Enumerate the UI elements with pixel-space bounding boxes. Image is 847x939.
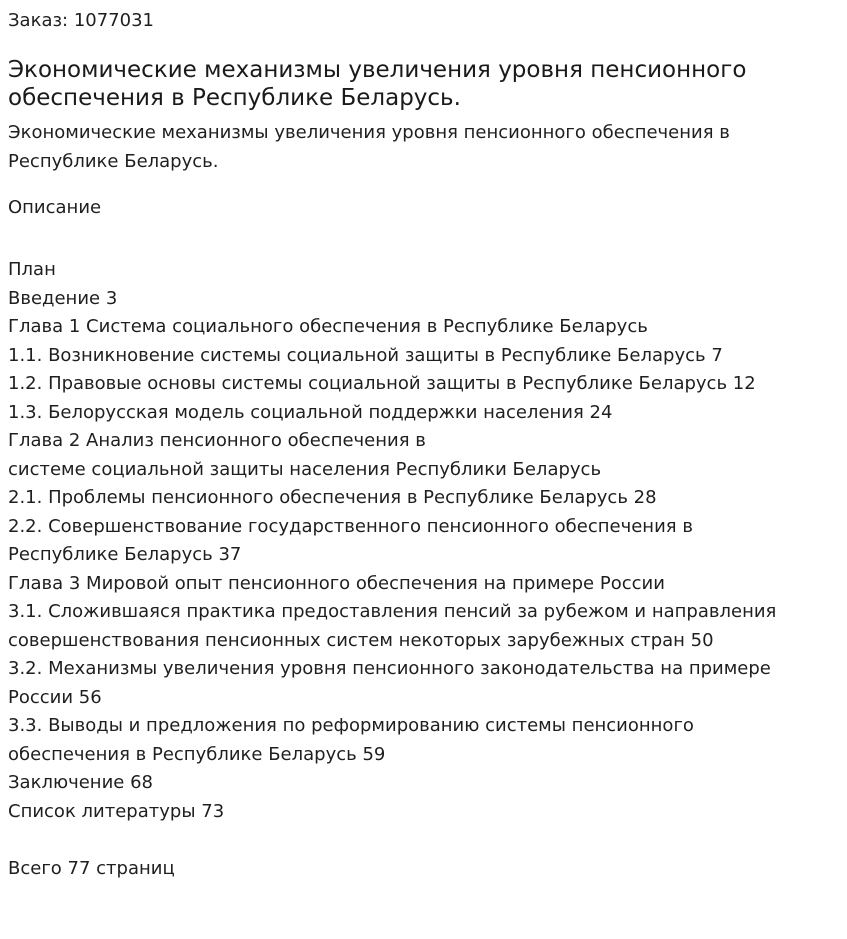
title-line: обеспечения в Республике Беларусь. [8,85,461,111]
toc-item: 1.3. Белорусская модель социальной поддержки населения 24 [8,401,613,423]
toc-item: 2.2. Совершенствование государственного пенсионного обеспечения в [8,515,693,537]
title-line: Экономические механизмы увеличения уровня пенсионного [8,57,747,83]
subtitle-line: Экономические механизмы увеличения уровня пенсионного обеспечения в [8,122,730,143]
document-subtitle [8,119,839,176]
toc-item: России 56 [8,686,102,708]
toc-item: 3.1. Сложившаяся практика предоставления пенсий за рубежом и направления [8,601,777,622]
toc-item: Глава 2 Анализ пенсионного обеспечения в [8,430,426,451]
page-count: Всего 77 страниц [8,858,175,879]
toc-item: Список литературы 73 [8,800,225,822]
toc-heading: План [8,259,56,280]
table-of-contents [8,256,839,826]
document-title [8,56,839,112]
toc-item: системе социальной защиты населения Республики Беларусь [8,458,602,480]
description-heading: Описание [8,197,102,218]
toc-item: совершенствования пенсионных систем некоторых зарубежных стран 50 [8,629,714,651]
toc-item: обеспечения в Республике Беларусь 59 [8,743,386,765]
toc-item: Глава 3 Мировой опыт пенсионного обеспечения на примере России [8,572,665,594]
toc-item: Заключение 68 [8,772,153,793]
order-number: Заказ: 1077031 [8,10,154,31]
toc-item: 3.2. Механизмы увеличения уровня пенсионного законодательства на примере [8,658,771,679]
subtitle-line: Республике Беларусь. [8,150,219,172]
toc-item: 1.1. Возникновение системы социальной защиты в Республике Беларусь 7 [8,344,723,366]
toc-item: 3.3. Выводы и предложения по реформированию системы пенсионного [8,715,694,736]
toc-item: Глава 1 Система социального обеспечения в Республике Беларусь [8,316,648,337]
toc-item: 2.1. Проблемы пенсионного обеспечения в Республике Беларусь 28 [8,487,657,508]
toc-item: 1.2. Правовые основы системы социальной защиты в Республике Беларусь 12 [8,373,756,394]
toc-item: Республике Беларусь 37 [8,544,242,565]
toc-item: Введение 3 [8,287,118,309]
